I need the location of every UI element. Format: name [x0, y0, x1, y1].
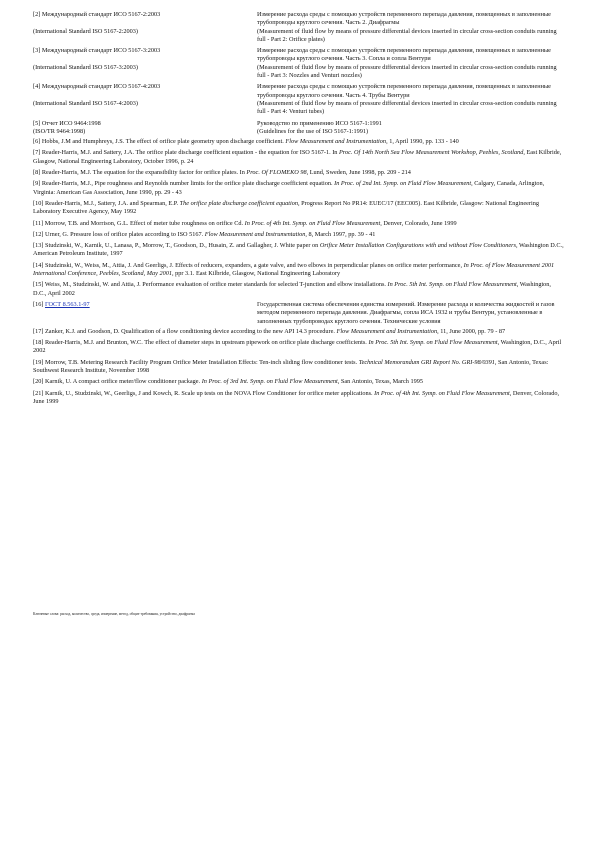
- standard-designation: [4] Международный стандарт ИСО 5167-4:2003: [33, 83, 161, 91]
- reference-text: [10] Reader-Harris, M.J., Sattery, J.A. and Spearman, E.P.: [33, 199, 180, 207]
- reference-text: [7] Reader-Harris, M.J. and Sattery, J.A. The orifice plate discharge coefficient equation - the equation for ISO 5167-1. In: [33, 149, 339, 157]
- reference-text: [6] Hobbs, J.M and Humphreys, J.S. The effect of orifice plate geometry upon discharge coefficient.: [33, 138, 286, 146]
- standard-designation: [5] Отчет ИСО 9464:1998: [33, 119, 101, 127]
- reference-details: , Calgary, Canada, Arlington, Virginia: American Gas Association, June 1990, pp. 29 - 43: [33, 180, 545, 196]
- reference-source: In Proc. of 3rd Int. Symp. on Fluid Flow Measurement: [201, 378, 338, 386]
- standard-title: Измерение расхода среды с помощью устройств переменного перепада давления, помещенных в заполненные трубопроводы круглого сечения. Часть 4. Трубы Вентури: [257, 83, 551, 99]
- reference-item: [33, 339, 565, 356]
- reference-item: [33, 231, 565, 239]
- reference-details: , Washington, D.C., April 2002: [33, 339, 562, 355]
- standard-entry: [33, 28, 565, 45]
- standard-title: Измерение расхода среды с помощью устройств переменного перепада давления, помещенных в заполненные трубопроводы круглого сечения. Часть 3. Сопла и сопла Вентури: [257, 47, 551, 63]
- reference-item: [33, 220, 565, 228]
- reference-source: In Proc. 5th Int. Symp. on Fluid Flow Measurement: [368, 339, 498, 347]
- reference-item: [33, 149, 565, 166]
- references-list: [33, 138, 565, 298]
- standard-title: Руководство по применению ИСО 5167-1:1991: [257, 119, 382, 127]
- standard-title: (Measurement of fluid flow by means of pressure differential devices inserted in circular cross-section conduits running full - Part 2: Orifice plates): [257, 27, 557, 43]
- reference-details: , San Antonio, Texas, March 1995: [337, 378, 423, 386]
- standard-title: (Guidelines for the use of ISO 5167-1:1991): [257, 127, 369, 135]
- standard-entry: [33, 47, 565, 64]
- standard-entry: [33, 128, 565, 136]
- reference-details: , San Antonio, Texas: Southwest Research Institute, November 1998: [33, 358, 549, 374]
- reference-source: In Proc. of 4th Int. Symp. on Fluid Flow Measurement: [374, 389, 510, 397]
- reference-source: In Proc. of 2nd Int. Symp. on Fluid Flow Measurement: [334, 180, 472, 188]
- reference-details: , Washington D.C., American Petroleum Institute, 1997: [33, 242, 564, 258]
- reference-text: [21] Karnik, U., Studzinski, W., Geerligs, J and Kowch, R. Scale up tests on the NOVA Flow Conditioner for orifice meter applications.: [33, 389, 375, 397]
- reference-source: The orifice plate discharge coefficient equation: [179, 199, 298, 207]
- standard-designation: (International Standard ISO 5167-4:2003): [33, 99, 139, 107]
- standard-entry: [33, 11, 565, 28]
- reference-item: [33, 200, 565, 217]
- reference-text: [15] Weiss, M., Studzinski, W. and Attia, J. Performance evaluation of orifice meter standards for selected T-junction and elbow installations.: [33, 281, 388, 289]
- reference-16-number: [33, 301, 257, 326]
- reference-text: [19] Morrow, T.B. Metering Research Facility Program Orifice Meter Installation Effects: Ten-inch sliding flow conditioner tests.: [33, 358, 359, 366]
- reference-16: [33, 301, 565, 326]
- reference-item: [33, 262, 565, 279]
- standard-entry: [33, 100, 565, 117]
- standard-title: Измерение расхода среды с помощью устройств переменного перепада давления, помещенных в заполненные трубопроводы круглого сечения. Часть 2. Диафрагмы: [257, 11, 551, 27]
- reference-details: , Progress Report No PR14: EUEC/17 (EEC005). East Kilbride, Glasgow: National Engineering Laboratory Executive Agency, May 1992: [33, 199, 539, 216]
- standard-designation: [2] Международный стандарт ИСО 5167-2:2003: [33, 11, 161, 18]
- standard-designation: [3] Международный стандарт ИСО 5167-3:2003: [33, 47, 161, 55]
- reference-source: In Proc. of Flow Measurement 2001 International Conference, Peebles, Scotland, May 2001: [33, 261, 555, 278]
- keywords-line: Ключевые слова: расход, количество, среда, измерение, метод, общие требования, устройство, диафрагма: [33, 612, 195, 616]
- reference-details: , East Kilbride, Glasgow, National Engineering Laboratory, October 1996, p. 24: [33, 149, 562, 165]
- reference-details: , ppr 3.1. East Kilbride, Glasgow, National Engineering Laboratory: [171, 270, 341, 278]
- reference-item: [33, 359, 565, 376]
- reference-item: [33, 242, 565, 259]
- reference-source: In Proc. of 4th Int. Symp. on Fluid Flow Measurement: [244, 219, 381, 227]
- reference-source: Proc. Of FLOMEKO 98: [246, 169, 307, 177]
- reference-text: [18] Reader-Harris, M.J. and Brunton, W.C. The effect of diameter steps in upstream pipework on orifice plate discharge coefficients.: [33, 339, 369, 347]
- reference-item: [33, 378, 565, 386]
- reference-text: [11] Morrow, T.B. and Morrison, G.L. Effect of meter tube roughness on orifice Cd.: [33, 219, 245, 227]
- reference-source: Flow Measurement and Instrumentation: [204, 230, 306, 238]
- reference-text: [14] Studzinski, W., Weiss, M., Attia, J. And Geerligs, J. Effects of reducers, expanders, a gate valve, and two elbows in perpendicular planes on orifice meter performance,: [33, 261, 464, 269]
- reference-item: [33, 138, 565, 146]
- reference-item: [33, 328, 565, 336]
- standard-designation: (International Standard ISO 5167-2:2003): [33, 27, 139, 35]
- reference-details: , Lund, Sweden, June 1998, pp. 209 - 214: [306, 169, 411, 177]
- standard-entry: [33, 83, 565, 100]
- reference-text: [17] Zanker, K.J. and Goodson, D. Qualification of a flow conditioning device according to the new API 14.3 procedure.: [33, 327, 337, 335]
- standard-designation: (ISO/TR 9464:1998): [33, 127, 86, 135]
- reference-source: Flow Measurement and Instrumentation: [285, 138, 387, 146]
- reference-details: , 8, March 1997, pp. 39 - 41: [305, 230, 376, 238]
- reference-source: Flow Measurement and Instrumentation: [336, 327, 438, 335]
- standard-title: (Measurement of fluid flow by means of pressure differential devices inserted in circular cross-section conduits running full - Part 4: Venturi tubes): [257, 99, 557, 116]
- standards-list: [33, 11, 565, 136]
- reference-source: Proc. Of 14th North Sea Flow Measurement Workshop, Peebles, Scotland: [338, 149, 524, 157]
- reference-text: [9] Reader-Harris, M.J., Pipe roughness and Reynolds number limits for the orifice plate discharge coefficient equation.: [33, 180, 335, 188]
- reference-16-prefix: [16]: [33, 300, 45, 308]
- reference-details: , Denver, Colorado, June 1999: [33, 389, 560, 405]
- reference-item: [33, 390, 565, 407]
- reference-details: , Denver, Colorado, June 1999: [380, 219, 457, 227]
- reference-16-title: Государственная система обеспечения единства измерений. Измерение расхода и количества жидкостей и газов методом переменного перепада давления. Диафрагмы, сопла ИСА 1932 и трубы Вентури, установленные в заполненных трубопроводах круглого сечения. Технические условия: [257, 300, 555, 325]
- reference-text: [8] Reader-Harris, M.J. The equation for the expansibility factor for orifice plates. In: [33, 169, 247, 177]
- reference-source: Technical Memorandum GRI Report No. GRI-98/0391: [358, 358, 495, 366]
- reference-text: [20] Karnik, U. A compact orifice meter/flow conditioner package.: [33, 378, 202, 386]
- reference-item: [33, 169, 565, 177]
- standard-entry: [33, 120, 565, 128]
- reference-source: Orifice Meter Installation Configurations with and without Flow Conditioners: [319, 242, 516, 250]
- reference-text: [13] Studzinski, W., Karnik, U., Lanasa, P., Morrow, T., Goodson, D., Husain, Z. and Gallagher, J. White paper on: [33, 242, 320, 250]
- reference-item: [33, 281, 565, 298]
- references-list-tail: [33, 328, 565, 406]
- gost-link[interactable]: ГОСТ 8.563.1-97: [44, 300, 90, 308]
- reference-details: , 11, June 2000, pp. 79 - 87: [437, 327, 506, 335]
- reference-item: [33, 180, 565, 197]
- standard-entry: [33, 64, 565, 81]
- standard-designation: (International Standard ISO 5167-3:2003): [33, 63, 139, 71]
- bibliography: [33, 11, 565, 406]
- reference-details: , 1, April 1990, pp. 133 - 140: [386, 138, 459, 146]
- reference-source: In Proc. 5th Int. Symp. on Fluid Flow Measurement: [387, 281, 517, 289]
- standard-title: (Measurement of fluid flow by means of pressure differential devices inserted in circular cross-section conduits running full - Part 3: Nozzles and Venturi nozzles): [257, 63, 557, 80]
- reference-text: [12] Urner, G. Pressure loss of orifice plates according to ISO 5167.: [33, 230, 205, 238]
- reference-details: , Washington, D.C., April 2002: [33, 281, 551, 297]
